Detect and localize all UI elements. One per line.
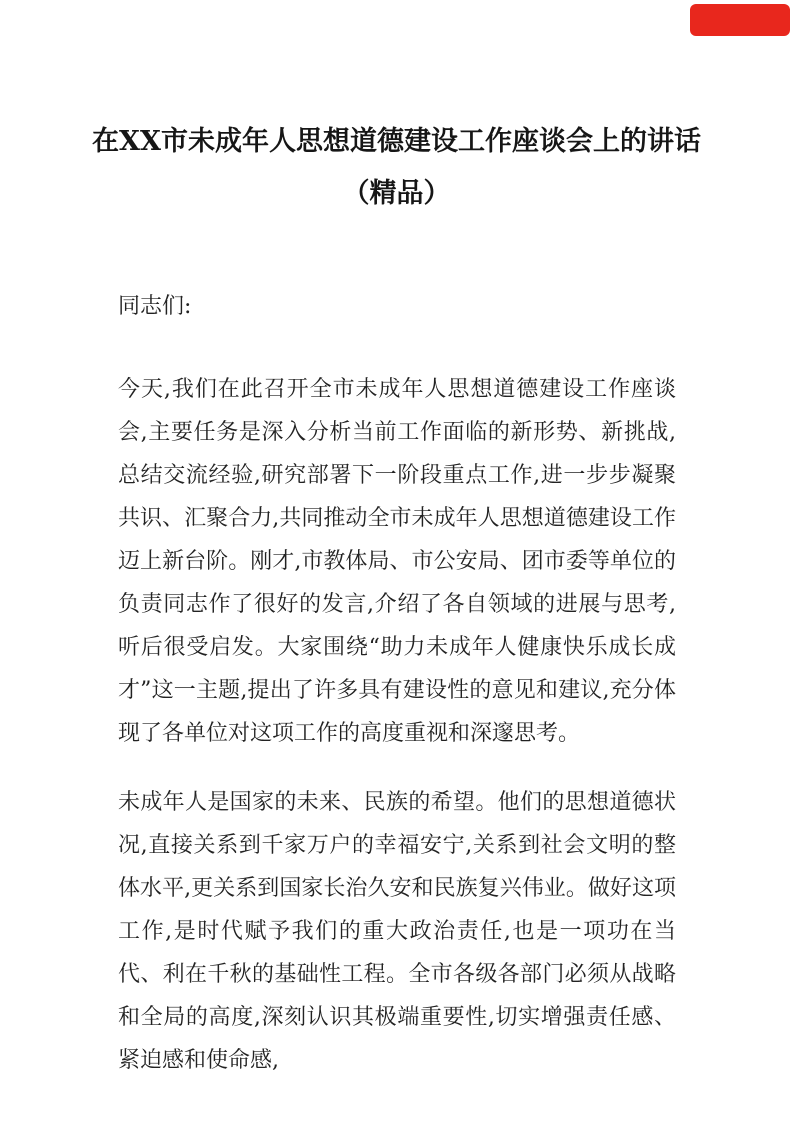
document-body	[0, 285, 793, 1082]
document-title-line1: 在XX市未成年人思想道德建设工作座谈会上的讲话	[92, 126, 701, 157]
red-marker-box	[690, 4, 790, 36]
paragraph-2: 未成年人是国家的未来、民族的希望。他们的思想道德状况,直接关系到千家万户的幸福安宁,关系到社会文明的整体水平,更关系到国家长治久安和民族复兴伟业。做好这项工作,是时代赋予我们的重大政治责任,也是一项功在当代、利在千秋的基础性工程。全市各级各部门必须从战略和全局的高度,深刻认识其极端重要性,切实增强责任感、紧迫感和使命感,	[118, 790, 676, 1073]
paragraph-1: 今天,我们在此召开全市未成年人思想道德建设工作座谈会,主要任务是深入分析当前工作面临的新形势、新挑战,总结交流经验,研究部署下一阶段重点工作,进一步步凝聚共识、汇聚合力,共同推动全市未成年人思想道德建设工作迈上新台阶。刚才,市教体局、市公安局、团市委等单位的负责同志作了很好的发言,介绍了各自领域的进展与思考,听后很受启发。大家围绕“助力未成年人健康快乐成长成才”这一主题,提出了许多具有建设性的意见和建议,充分体现了各单位对这项工作的高度重视和深邃思考。	[118, 377, 676, 746]
document-title	[0, 0, 793, 220]
document-title-line2: （精品）	[342, 178, 451, 209]
salutation: 同志们:	[118, 294, 192, 319]
